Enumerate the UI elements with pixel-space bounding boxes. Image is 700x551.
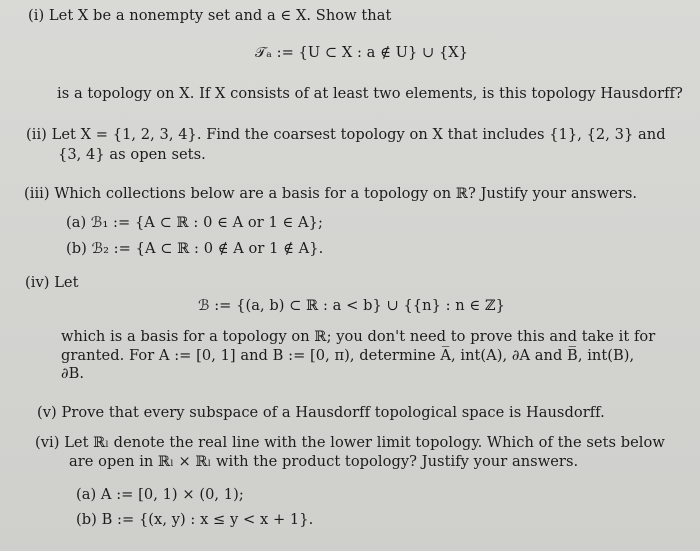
item-i-line-2: is a topology on X. If X consists of at least two elements, is this topology Hausdorff? xyxy=(57,85,683,102)
item-iv-line-3: granted. For A := [0, 1] and B := [0, π), determine A̅, int(A), ∂A and B̅, int(B), xyxy=(61,347,635,364)
item-i-formula: 𝒯ₐ := {U ⊂ X : a ∉ U} ∪ {X} xyxy=(255,44,469,61)
item-iii-line-1: (iii) Which collections below are a basis for a topology on ℝ? Justify your answers. xyxy=(24,185,638,202)
item-v-line-1: (v) Prove that every subspace of a Hausdorff topological space is Hausdorff. xyxy=(37,404,605,421)
item-i-line-1: (i) Let X be a nonempty set and a ∈ X. Show that xyxy=(28,7,392,24)
item-iii-a: (a) ℬ₁ := {A ⊂ ℝ : 0 ∈ A or 1 ∈ A}; xyxy=(66,214,323,231)
item-ii-line-1: (ii) Let X = {1, 2, 3, 4}. Find the coarsest topology on X that includes {1}, {2, 3} and xyxy=(26,126,666,143)
item-vi-b: (b) B := {(x, y) : x ≤ y < x + 1}. xyxy=(76,511,314,528)
item-iv-line-1: (iv) Let xyxy=(25,274,79,291)
item-vi-a: (a) A := [0, 1) × (0, 1); xyxy=(76,486,244,503)
item-vi-line-1: (vi) Let ℝₗ denote the real line with the lower limit topology. Which of the sets below xyxy=(35,434,665,451)
item-iv-line-2: which is a basis for a topology on ℝ; you don't need to prove this and take it for xyxy=(61,328,656,345)
item-iv-formula: ℬ := {(a, b) ⊂ ℝ : a < b} ∪ {{n} : n ∈ ℤ} xyxy=(198,297,505,314)
item-ii-line-2: {3, 4} as open sets. xyxy=(58,146,206,163)
item-iii-b: (b) ℬ₂ := {A ⊂ ℝ : 0 ∉ A or 1 ∉ A}. xyxy=(66,240,324,257)
item-iv-line-4: ∂B. xyxy=(61,365,85,382)
item-vi-line-2: are open in ℝₗ × ℝₗ with the product topology? Justify your answers. xyxy=(69,453,579,470)
